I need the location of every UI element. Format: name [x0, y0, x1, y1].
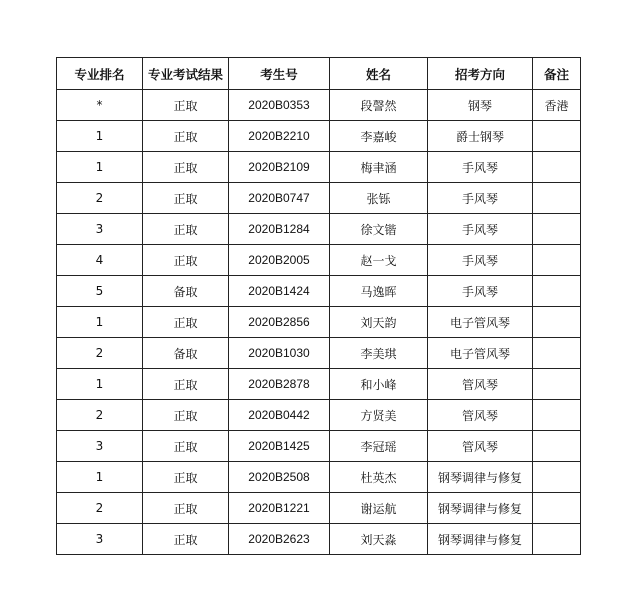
- cell-result: 正取: [143, 307, 229, 338]
- table-row: [57, 121, 581, 152]
- cell-rank: 3: [57, 524, 143, 555]
- cell-candidate-id: 2020B1424: [229, 276, 330, 307]
- cell-note: [533, 121, 581, 152]
- cell-note: [533, 493, 581, 524]
- cell-candidate-id: 2020B2005: [229, 245, 330, 276]
- cell-result: 正取: [143, 183, 229, 214]
- cell-note: [533, 524, 581, 555]
- table-row: [57, 338, 581, 369]
- cell-candidate-id: 2020B2210: [229, 121, 330, 152]
- cell-name: 张铄: [330, 183, 428, 214]
- table-row: [57, 431, 581, 462]
- cell-direction: 爵士钢琴: [428, 121, 533, 152]
- header-result: 专业考试结果: [143, 58, 229, 90]
- cell-candidate-id: 2020B0353: [229, 90, 330, 121]
- cell-rank: 3: [57, 431, 143, 462]
- cell-direction: 手风琴: [428, 245, 533, 276]
- cell-name: 段謦然: [330, 90, 428, 121]
- table-row: [57, 152, 581, 183]
- cell-name: 马逸晖: [330, 276, 428, 307]
- header-name: 姓名: [330, 58, 428, 90]
- cell-rank: 3: [57, 214, 143, 245]
- cell-name: 李美琪: [330, 338, 428, 369]
- cell-result: 正取: [143, 431, 229, 462]
- cell-result: 正取: [143, 524, 229, 555]
- cell-rank: 1: [57, 307, 143, 338]
- cell-note: [533, 462, 581, 493]
- cell-name: 李嘉峻: [330, 121, 428, 152]
- cell-note: [533, 245, 581, 276]
- cell-direction: 手风琴: [428, 152, 533, 183]
- cell-name: 谢运航: [330, 493, 428, 524]
- cell-result: 正取: [143, 245, 229, 276]
- header-direction: 招考方向: [428, 58, 533, 90]
- table-row: [57, 307, 581, 338]
- cell-result: 正取: [143, 462, 229, 493]
- cell-result: 正取: [143, 493, 229, 524]
- cell-direction: 管风琴: [428, 400, 533, 431]
- cell-result: 备取: [143, 276, 229, 307]
- header-candidate-id: 考生号: [229, 58, 330, 90]
- cell-name: 方贤美: [330, 400, 428, 431]
- cell-name: 刘天淼: [330, 524, 428, 555]
- cell-direction: 管风琴: [428, 431, 533, 462]
- cell-rank: 2: [57, 183, 143, 214]
- cell-rank: 1: [57, 462, 143, 493]
- cell-candidate-id: 2020B1284: [229, 214, 330, 245]
- cell-note: [533, 183, 581, 214]
- cell-result: 正取: [143, 369, 229, 400]
- cell-rank: 2: [57, 493, 143, 524]
- table-row: [57, 462, 581, 493]
- cell-direction: 电子管风琴: [428, 307, 533, 338]
- cell-rank: 4: [57, 245, 143, 276]
- cell-rank: 1: [57, 121, 143, 152]
- cell-result: 正取: [143, 214, 229, 245]
- cell-rank: 1: [57, 152, 143, 183]
- table-header-row: [57, 58, 581, 90]
- cell-rank: 2: [57, 400, 143, 431]
- cell-name: 赵一戈: [330, 245, 428, 276]
- cell-rank: *: [57, 90, 143, 121]
- cell-result: 正取: [143, 90, 229, 121]
- cell-note: [533, 369, 581, 400]
- cell-name: 李冠瑶: [330, 431, 428, 462]
- table-row: [57, 245, 581, 276]
- cell-direction: 手风琴: [428, 276, 533, 307]
- cell-note: [533, 152, 581, 183]
- cell-candidate-id: 2020B1030: [229, 338, 330, 369]
- cell-result: 备取: [143, 338, 229, 369]
- cell-note: [533, 276, 581, 307]
- header-rank: 专业排名: [57, 58, 143, 90]
- cell-rank: 2: [57, 338, 143, 369]
- cell-rank: 5: [57, 276, 143, 307]
- table-row: [57, 214, 581, 245]
- cell-candidate-id: 2020B0442: [229, 400, 330, 431]
- cell-direction: 钢琴调律与修复: [428, 462, 533, 493]
- cell-direction: 管风琴: [428, 369, 533, 400]
- cell-direction: 手风琴: [428, 183, 533, 214]
- table-row: [57, 90, 581, 121]
- cell-direction: 钢琴调律与修复: [428, 493, 533, 524]
- cell-result: 正取: [143, 121, 229, 152]
- table-row: [57, 493, 581, 524]
- cell-rank: 1: [57, 369, 143, 400]
- table-row: [57, 183, 581, 214]
- cell-name: 梅聿涵: [330, 152, 428, 183]
- cell-note: [533, 338, 581, 369]
- cell-direction: 电子管风琴: [428, 338, 533, 369]
- cell-candidate-id: 2020B2856: [229, 307, 330, 338]
- cell-name: 刘天韵: [330, 307, 428, 338]
- cell-result: 正取: [143, 400, 229, 431]
- cell-note: [533, 400, 581, 431]
- table-row: [57, 369, 581, 400]
- cell-result: 正取: [143, 152, 229, 183]
- table-row: [57, 276, 581, 307]
- cell-note: [533, 431, 581, 462]
- cell-note: [533, 307, 581, 338]
- cell-candidate-id: 2020B2508: [229, 462, 330, 493]
- cell-direction: 钢琴调律与修复: [428, 524, 533, 555]
- cell-note: [533, 214, 581, 245]
- cell-name: 徐文锴: [330, 214, 428, 245]
- cell-direction: 钢琴: [428, 90, 533, 121]
- table-row: [57, 400, 581, 431]
- table-row: [57, 524, 581, 555]
- cell-name: 杜英杰: [330, 462, 428, 493]
- cell-direction: 手风琴: [428, 214, 533, 245]
- cell-name: 和小峰: [330, 369, 428, 400]
- cell-note: 香港: [533, 90, 581, 121]
- cell-candidate-id: 2020B2878: [229, 369, 330, 400]
- cell-candidate-id: 2020B1425: [229, 431, 330, 462]
- admission-results-table: [56, 57, 581, 555]
- table-body: [57, 90, 581, 555]
- cell-candidate-id: 2020B0747: [229, 183, 330, 214]
- cell-candidate-id: 2020B2109: [229, 152, 330, 183]
- cell-candidate-id: 2020B2623: [229, 524, 330, 555]
- header-note: 备注: [533, 58, 581, 90]
- cell-candidate-id: 2020B1221: [229, 493, 330, 524]
